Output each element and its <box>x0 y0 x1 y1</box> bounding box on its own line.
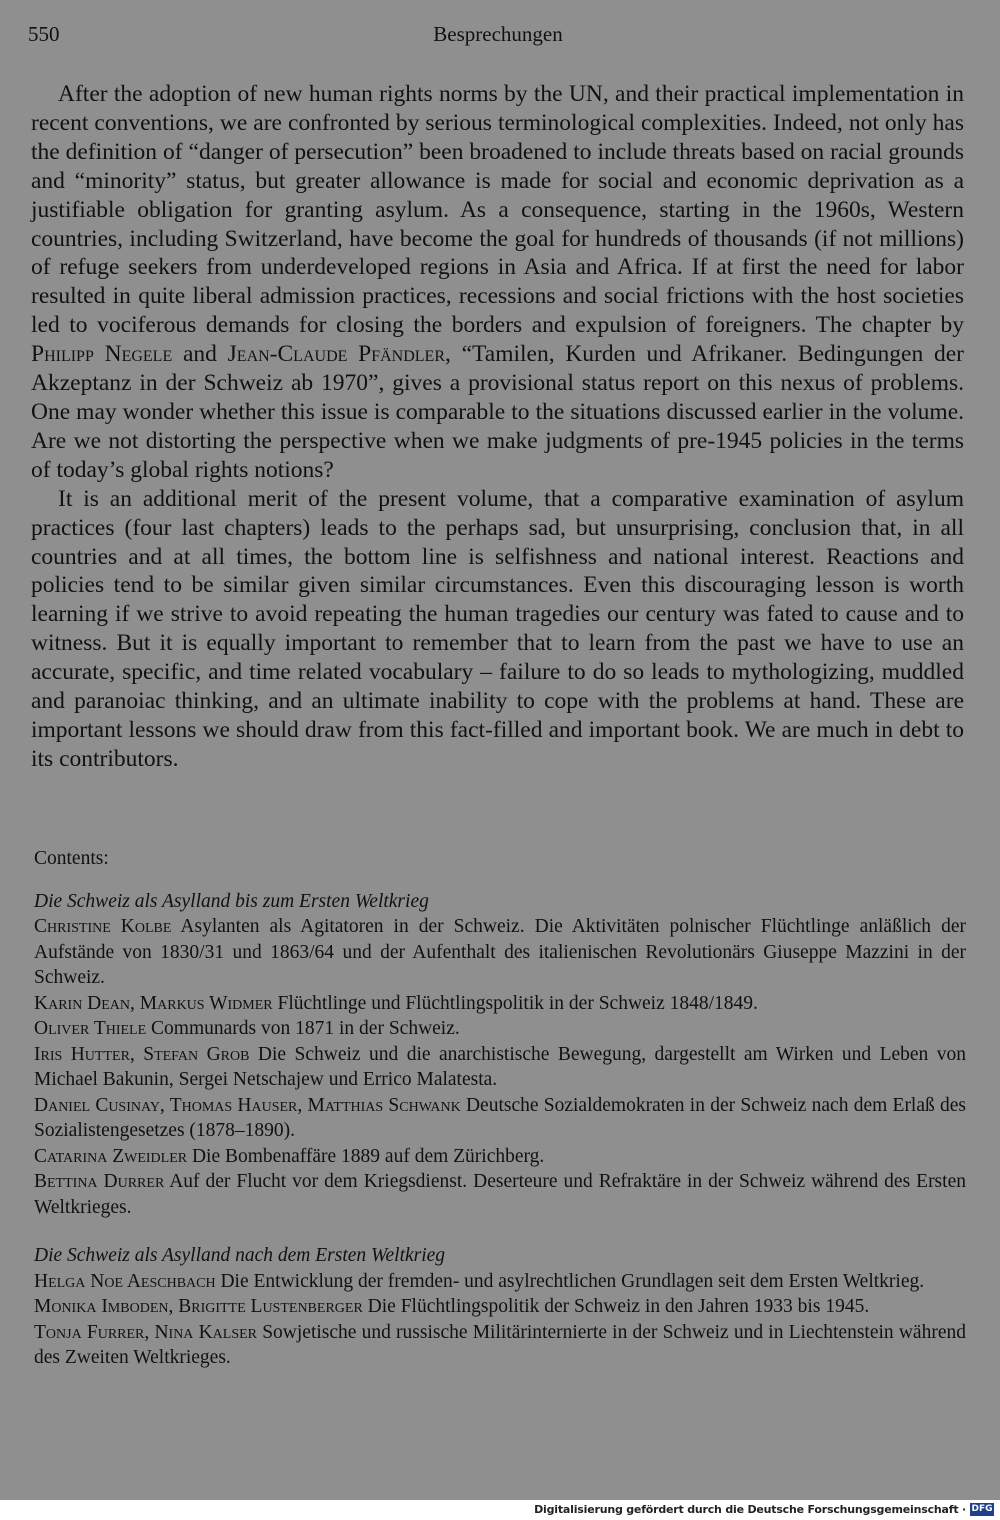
entry-authors: Daniel Cusinay, Thomas Hauser, Matthias Schwank <box>34 1094 461 1116</box>
running-head: Besprechungen <box>433 22 563 46</box>
paragraph-2: It is an additional merit of the present volume, that a comparative examination of asylum practices (four last chapters) leads to the perhaps sad, but unsurprising, conclusion that, in all countries and at all times, the bottom line is selfishness and national interest. Reactions and policies tend to be similar given similar circumstances. Even this discouraging lesson is worth learning if we strive to avoid repeating the human tragedies our century was fated to cause and to witness. But it is equally important to remember that to learn from the past we have to use an accurate, specific, and time related vocabulary – failure to do so leads to mythologizing, muddled and paranoiac thinking, and an ultimate inability to cope with the problems at hand. These are important lessons we should draw from this fact-filled and important book. We are much in debt to its contributors. <box>31 485 964 772</box>
author-name: Philipp Negele <box>31 341 173 368</box>
entry-authors: Oliver Thiele <box>34 1018 147 1039</box>
author-name: Jean-Claude Pfändler <box>227 341 445 368</box>
entry-title: Deutsche Sozialdemokraten in der Schweiz nach dem Erlaß des Sozialistengesetzes (1878–1890). <box>34 1094 966 1141</box>
page-number: 550 <box>28 22 60 46</box>
contents-heading: Contents: <box>34 848 109 869</box>
contents-section <box>34 889 966 1221</box>
entry-title: Die Entwicklung der fremden- und asylrechtlichen Grundlagen seit dem Ersten Weltkrieg. <box>220 1270 925 1292</box>
entry-title: Auf der Flucht vor dem Kriegsdienst. Deserteure und Refraktäre in der Schweiz während des Ersten Weltkrieges. <box>34 1171 966 1218</box>
conjunction: and <box>172 341 228 368</box>
entry-authors: Monika Imboden, Brigitte Lustenberger <box>34 1296 363 1317</box>
contents-entry <box>34 1093 966 1144</box>
entry-title: Die Flüchtlingspolitik der Schweiz in den Jahren 1933 bis 1945. <box>367 1296 870 1317</box>
section-title: Die Schweiz als Asylland bis zum Ersten Weltkrieg <box>34 890 429 912</box>
entry-authors: Tonja Furrer, Nina Kalser <box>34 1321 258 1343</box>
entry-authors: Bettina Durrer <box>34 1171 165 1192</box>
page-header <box>28 22 968 52</box>
section-title: Die Schweiz als Asylland nach dem Ersten Weltkrieg <box>34 1245 446 1266</box>
entry-authors: Helga Noe Aeschbach <box>34 1270 216 1292</box>
review-body <box>31 80 964 774</box>
digitization-credit: Digitalisierung gefördert durch die Deutsche Forschungsgemeinschaft · <box>534 1503 966 1516</box>
entry-title: Flüchtlinge und Flüchtlingspolitik in der Schweiz 1848/1849. <box>277 992 758 1014</box>
contents-entry <box>34 1144 966 1170</box>
contents-entry <box>34 1320 966 1371</box>
paragraph-1-text-a: After the adoption of new human rights norms by the UN, and their practical implementation in recent conventions, we are confronted by serious terminological complexities. Indeed, not only has the definition of “danger of persecution” been broadened to include threats based on racial grounds and “minority” status, but greater allowance is made for social and economic deprivation as a justifiable obligation for granting asylum. As a consequence, starting in the 1960s, Western countries, including Switzerland, have become the goal for hundreds of thousands (if not millions) of refuge seekers from underdeveloped regions in Asia and Africa. If at first the need for labor resulted in quite liberal admission practices, recessions and social frictions with the host societies led to vociferous demands for closing the borders and expulsion of foreigners. The chapter by <box>31 81 964 339</box>
entry-title: Sowjetische und russische Militärinternierte in der Schweiz und in Liechtenstein während des Zweiten Weltkrieges. <box>34 1321 966 1368</box>
entry-title: Asylanten als Agitatoren in der Schweiz. Die Aktivitäten polnischer Flüchtlinge anläßlich der Aufstände von 1830/31 und 1863/64 und der Aufenthalt des italienischen Revolutionärs Giuseppe Mazzini in der Schweiz. <box>34 916 966 988</box>
paragraph-1 <box>31 80 964 485</box>
entry-authors: Iris Hutter, Stefan Grob <box>34 1043 250 1065</box>
contents-list <box>34 846 966 1371</box>
contents-entry <box>34 1016 966 1042</box>
contents-entry <box>34 1269 966 1295</box>
entry-title: Die Bombenaffäre 1889 auf dem Zürichberg. <box>191 1145 545 1167</box>
entry-authors: Karin Dean, Markus Widmer <box>34 992 273 1014</box>
entry-authors: Catarina Zweidler <box>34 1145 188 1167</box>
contents-entry <box>34 1294 966 1320</box>
entry-title: Die Schweiz und die anarchistische Bewegung, dargestellt am Wirken und Leben von Michael Bakunin, Sergei Netschajew und Errico Malatesta. <box>34 1043 967 1090</box>
paragraph-1-text-b: , “Tamilen, Kurden und Afrikaner. Bedingungen der Akzeptanz in der Schweiz ab 1970”, gives a provisional status report on this nexus of problems. One may wonder whether this issue is comparable to the situations discussed earlier in the volume. Are we not distorting the perspective when we make judgments of pre-1945 policies in the terms of today’s global rights notions? <box>31 341 964 483</box>
contents-section <box>34 1243 966 1371</box>
dfg-logo: DFG <box>971 1504 993 1514</box>
entry-title: Communards von 1871 in der Schweiz. <box>151 1018 460 1039</box>
contents-entry <box>34 1042 966 1093</box>
entry-authors: Christine Kolbe <box>34 916 172 937</box>
contents-entry <box>34 914 966 991</box>
contents-entry <box>34 1169 966 1220</box>
contents-entry <box>34 991 966 1017</box>
footer-bar <box>0 1500 1000 1520</box>
